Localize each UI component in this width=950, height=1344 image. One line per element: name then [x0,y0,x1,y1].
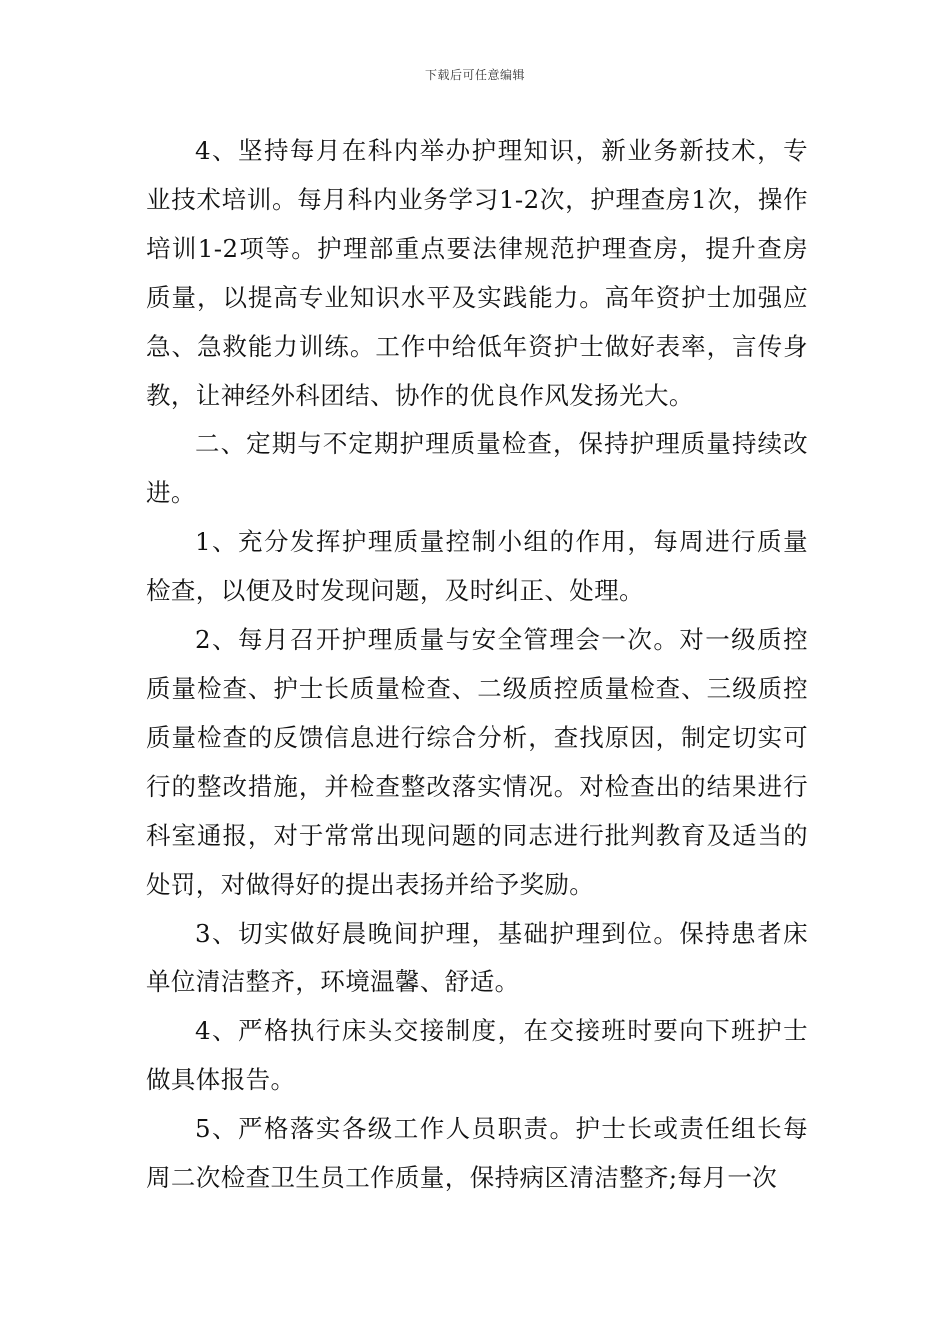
paragraph: 1、充分发挥护理质量控制小组的作用，每周进行质量检查，以便及时发现问题，及时纠正、处理。 [146,527,808,606]
paragraph: 4、坚持每月在科内举办护理知识，新业务新技术，专业技术培训。每月科内业务学习1-2次，护理查房1次，操作培训1-2项等。护理部重点要法律规范护理查房，提升查房质量，以提高专业知识水平及实践能力。高年资护士加强应急、急救能力训练。工作中给低年资护士做好表率，言传身教，让神经外科团结、协作的优良作风发扬光大。 [146,136,808,410]
paragraph: 5、严格落实各级工作人员职责。护士长或责任组长每周二次检查卫生员工作质量，保持病区清洁整齐;每月一次 [146,1114,808,1193]
paragraph: 3、切实做好晨晚间护理，基础护理到位。保持患者床单位清洁整齐，环境温馨、舒适。 [146,918,808,997]
paragraph: 2、每月召开护理质量与安全管理会一次。对一级质控质量检查、护士长质量检查、二级质控质量检查、三级质控质量检查的反馈信息进行综合分析，查找原因，制定切实可行的整改措施，并检查整改落实情况。对检查出的结果进行科室通报，对于常常出现问题的同志进行批判教育及适当的处罚，对做得好的提出表扬并给予奖励。 [146,625,808,899]
section-heading: 二、定期与不定期护理质量检查，保持护理质量持续改进。 [146,429,808,508]
paragraph: 4、严格执行床头交接制度，在交接班时要向下班护士做具体报告。 [146,1016,808,1095]
page-header-note: 下载后可任意编辑 [424,68,525,82]
document-body [146,127,808,1203]
